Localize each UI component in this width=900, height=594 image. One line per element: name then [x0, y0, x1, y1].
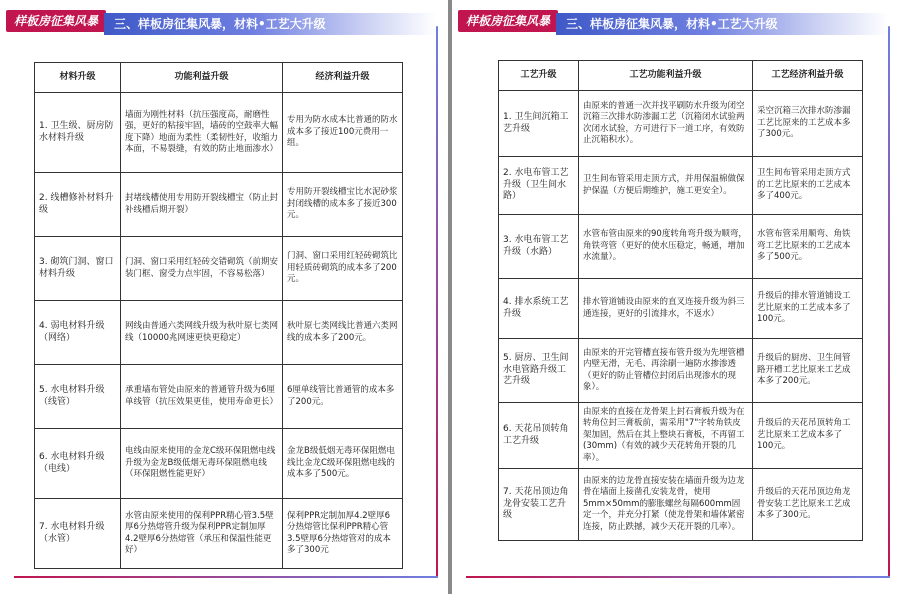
- material-upgrade-table: [34, 62, 403, 569]
- table-row: [499, 403, 863, 469]
- economy-cell: 升级后的天花吊顶转角工艺比原来工艺成本多了100元。: [753, 403, 863, 469]
- item-cell: 5. 厨房、卫生间水电管路升级工艺升级: [499, 339, 579, 403]
- economy-cell: 采空沉箱三次排水防渗漏工艺比原来的工艺成本多了300元。: [753, 91, 863, 157]
- section-title: 三、样板房征集风暴，材料•工艺大升级: [556, 13, 888, 35]
- item-cell: 1. 卫生级、厨房防水材料升级: [35, 93, 121, 173]
- table-row: [499, 469, 863, 541]
- page-frame-bottom: [466, 576, 890, 578]
- table-row: [499, 279, 863, 339]
- item-cell: 3. 砌筑门洞、窗口材料升级: [35, 237, 121, 301]
- item-cell: 2. 线槽修补材料升级: [35, 173, 121, 237]
- economy-cell: 秋叶原七类网线比普通六类网线的成本多了200元。: [283, 301, 403, 365]
- item-cell: 2. 水电布管工艺升级（卫生间水路）: [499, 157, 579, 215]
- economy-cell: 金龙B级低烟无毒环保阻燃电线比金龙C级环保阻燃电线的成本多了500元。: [283, 429, 403, 499]
- item-cell: 7. 水电材料升级（水管）: [35, 499, 121, 569]
- process-upgrade-table: [498, 60, 863, 541]
- table-row: [499, 91, 863, 157]
- function-cell: 排水管道铺设由原来的直叉连接升级为斜三通连接，更好的引流排水，不返水）: [579, 279, 753, 339]
- function-cell: 卫生间布管采用走顶方式，并用保温棉做保护保温（方便后期维护，施工更安全）。: [579, 157, 753, 215]
- column-header: 工艺功能利益升级: [579, 61, 753, 91]
- table-row: [35, 93, 403, 173]
- column-header: 材料升级: [35, 63, 121, 93]
- function-cell: 由原来的普通一次并找平刷防水升级为闭空沉箱三次排水防渗漏工艺（沉箱闭水试验两次闭水试验，方可进行下一道工序，有效防止沉箱积水）。: [579, 91, 753, 157]
- economy-cell: 专用防开裂线槽宝比水泥砂浆封闭线槽的成本多了接近300元。: [283, 173, 403, 237]
- page-frame-bottom: [14, 576, 438, 578]
- table-row: [35, 237, 403, 301]
- table-header-row: [499, 61, 863, 91]
- column-header: 功能利益升级: [121, 63, 283, 93]
- economy-cell: 保利PPR定制加厚4.2壁厚6分热熔管比保利PPR精心管3.5壁厚6分热熔管对的成本多了300元: [283, 499, 403, 569]
- economy-cell: 专用为防水成本比普通的防水成本多了接近100元费用一组。: [283, 93, 403, 173]
- item-cell: 4. 弱电材料升级（网络）: [35, 301, 121, 365]
- column-header: 经济利益升级: [283, 63, 403, 93]
- left-page-header: [6, 10, 446, 38]
- page-frame-line: [436, 26, 438, 578]
- function-cell: 封堵线槽使用专用防开裂线槽宝（防止封补线槽后期开裂）: [121, 173, 283, 237]
- table-row: [35, 301, 403, 365]
- economy-cell: 升级后的厨房、卫生间管路开槽工艺比原来工艺成本多了200元。: [753, 339, 863, 403]
- item-cell: 3. 水电布管工艺升级（水路）: [499, 215, 579, 279]
- page-frame-line: [888, 26, 890, 578]
- table-row: [499, 215, 863, 279]
- table-row: [35, 365, 403, 429]
- economy-cell: 6厘单线管比普通管的成本多了200元。: [283, 365, 403, 429]
- table-row: [35, 499, 403, 569]
- function-cell: 墙面为刚性材料（抗压强度高，耐磨性强，更好的粘接牢固，墙砖的空鼓率大幅度下降）地面为柔性（柔韧性好，收缩力本面，不易裂缝，有效的防止地面渗水）: [121, 93, 283, 173]
- function-cell: 由原来的开完管槽直接布管升级为先埋管槽内壁无滑，无毛、再涂刷一遍防水掺渗透（更好的防止管槽位封闭后出现渗水的现象）。: [579, 339, 753, 403]
- item-cell: 5. 水电材料升级（线管）: [35, 365, 121, 429]
- function-cell: 由原来的边龙骨直接安装在墙面升级为边龙骨在墙面上接凿孔安装龙骨，使用5mm×50mm的膨胀螺丝每隔600mm固定一个，并充分打紧（使龙骨架和墙体紧密连接，防止跌撼，减少天花开裂的几率）。: [579, 469, 753, 541]
- function-cell: 水管由原来使用的保利PPR精心管3.5壁厚6分热熔管升级为保利PPR定制加厚4.2壁厚6分热熔管（承压和保温性能更好）: [121, 499, 283, 569]
- economy-cell: 水管布管采用顺弯、角铁弯工艺比原来的工艺成本多了500元。: [753, 215, 863, 279]
- table-header-row: [35, 63, 403, 93]
- item-cell: 7. 天花吊顶边角龙骨安装工艺升级: [499, 469, 579, 541]
- table-row: [499, 157, 863, 215]
- table-row: [35, 429, 403, 499]
- function-cell: 水管布管由原来的90度转角弯升级为顺弯，角铁弯管（更好的使水压稳定，畅通，增加水流量）。: [579, 215, 753, 279]
- table-row: [35, 173, 403, 237]
- item-cell: 6. 水电材料升级（电线）: [35, 429, 121, 499]
- table-row: [499, 339, 863, 403]
- economy-cell: 门洞、窗口采用红轻砖砌筑比用轻质砖砌筑的成本多了200元。: [283, 237, 403, 301]
- economy-cell: 卫生间布管采用走顶方式的工艺比原来的工艺成本多了400元。: [753, 157, 863, 215]
- section-tag: 样板房征集风暴: [6, 10, 106, 32]
- left-page: [0, 0, 448, 594]
- economy-cell: 升级后的天花吊顶边角龙骨安装工艺比原来工艺成本多了300元。: [753, 469, 863, 541]
- function-cell: 网线由普通六类网线升级为秋叶原七类网线（10000兆网速更快更稳定）: [121, 301, 283, 365]
- function-cell: 承重墙布管处由原来的普通管升级为6厘单线管（抗压效果更佳，使用寿命更长）: [121, 365, 283, 429]
- item-cell: 6. 天花吊顶转角工艺升级: [499, 403, 579, 469]
- column-header: 工艺升级: [499, 61, 579, 91]
- function-cell: 由原来的直接在龙骨架上封石膏板升级为在转角位封三膏板前，需采用"7"字转角铁皮架加固，然后在其上整块石膏板，不再留工(30mm)（有效的减少天花转角开裂的几率）。: [579, 403, 753, 469]
- column-header: 工艺经济利益升级: [753, 61, 863, 91]
- right-page: [452, 0, 900, 594]
- function-cell: 门洞、窗口采用红轻砖交错砌筑（前期安装门框、窗受力点牢固，不容易松落）: [121, 237, 283, 301]
- item-cell: 4. 排水系统工艺升级: [499, 279, 579, 339]
- economy-cell: 升级后的排水管道铺设工艺比原来的工艺成本多了100元。: [753, 279, 863, 339]
- item-cell: 1. 卫生间沉箱工艺升级: [499, 91, 579, 157]
- section-title: 三、样板房征集风暴，材料•工艺大升级: [104, 13, 436, 35]
- function-cell: 电线由原来使用的金龙C级环保阻燃电线升级为金龙B级低烟无毒环保阻燃电线（环保阻燃性能更好）: [121, 429, 283, 499]
- section-tag: 样板房征集风暴: [458, 10, 558, 32]
- right-page-header: [458, 10, 898, 38]
